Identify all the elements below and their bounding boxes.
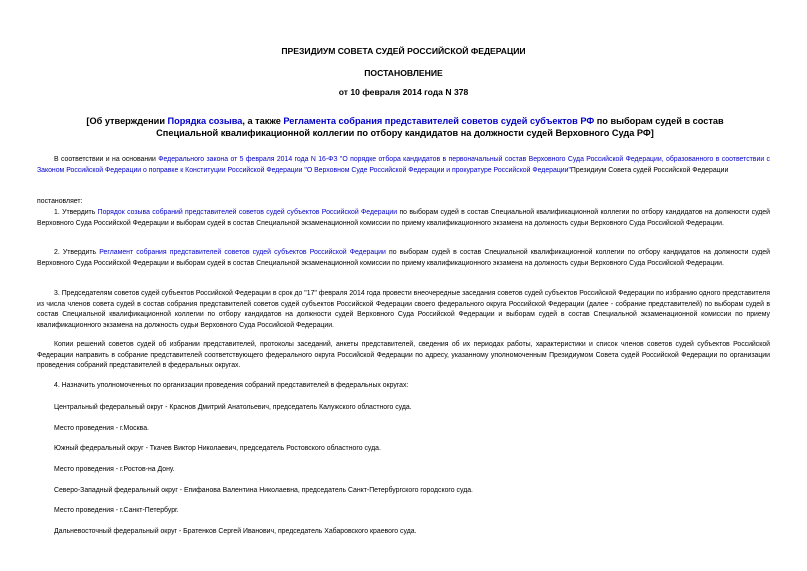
resolves-label: постановляет: — [37, 198, 83, 205]
document-title: [Об утверждении Порядка созыва, а также Регламента собрания представителей советов судей субъектов РФ по выборам судей в состав Специальной квалификационной коллегии по отбору кандидатов на должности судей Верховного Суда РФ] — [86, 116, 724, 138]
district-line: Южный федеральный округ - Ткачев Виктор Николаевич, председатель Ростовского областного суда. — [54, 445, 381, 452]
item-1: 1. Утвердить Порядок созыва собраний представителей советов судей субъектов Российской Федерации по выборам судей в состав Специальной квалификационной коллегии по отбору кандидатов на должности судей Верховного Суда Российской Федерации и выборам судей в состав Специальной экзаменационной комиссии по приему квалификационного экзамена на должность судьи Верховного Суда Российской Федерации. — [37, 209, 770, 227]
document-date: от 10 февраля 2014 года N 378 — [338, 87, 469, 97]
district-line: Место проведения - г.Москва. — [54, 425, 149, 432]
item-2: 2. Утвердить Регламент собрания представителей советов судей субъектов Российской Федерации по выборам судей в состав Специальной квалификационной коллегии по отбору кандидатов на должности судей Верховного Суда Российской Федерации и выборам судей в состав Специальной экзаменационной комиссии по приему квалификационного экзамена на должность судьи Верховного Суда Российской Федерации. — [37, 249, 770, 267]
regulation-link[interactable]: Регламента собрания представителей советов судей субъектов РФ — [283, 116, 595, 126]
district-line: Место проведения - г.Ростов-на Дону. — [54, 466, 175, 473]
district-line: Центральный федеральный округ - Краснов Дмитрий Анатольевич, председатель Калужского областного суда. — [54, 404, 412, 411]
item-4: 4. Назначить уполномоченных по организации проведения собраний представителей в федеральных округах: — [54, 382, 409, 389]
document-type: ПОСТАНОВЛЕНИЕ — [364, 68, 443, 78]
convening-order-link[interactable]: Порядок созыва собраний представителей советов судей субъектов Российской Федерации — [97, 209, 398, 216]
district-line: Место проведения - г.Санкт-Петербург. — [54, 507, 179, 514]
district-line: Дальневосточный федеральный округ - Братенков Сергей Иванович, председатель Хабаровского краевого суда. — [54, 528, 417, 535]
federal-law-link[interactable]: Федерального закона от 5 февраля 2014 года N 16-ФЗ "О порядке отбора кандидатов в первоначальный состав Верховного Суда Российской Федерации, образованного в соответствии с Законом Российской Федерации о поправке к Конституции Российской Федерации "О Верховном Суде Российской Федерации и прокуратуре Российской Федерации" — [37, 156, 770, 174]
issuing-body: ПРЕЗИДИУМ СОВЕТА СУДЕЙ РОССИЙСКОЙ ФЕДЕРАЦИИ — [281, 46, 526, 56]
preamble — [37, 155, 770, 176]
order-link[interactable]: Порядка созыва — [167, 116, 243, 126]
item-3: 3. Председателям советов судей субъектов Российской Федерации в срок до "17" февраля 2014 года провести внеочередные заседания советов судей субъектов Российской Федерации по избранию одного представителя из числа членов совета судей в состав собрания представителей советов судей субъектов Российской Федерации своего федерального округа Российской Федерации (далее - собрание представителей) по выборам судей в состав Специальной квалификационной коллегии по отбору кандидатов на должности судей Верховного Суда Российской Федерации и выборам судей в состав Специальной экзаменационной комиссии по приему квалификационного экзамена на должность судьи Верховного Суда Российской Федерации. — [37, 290, 770, 329]
preamble-text: В соответствии и на основании Федерального закона от 5 февраля 2014 года N 16-ФЗ "О порядке отбора кандидатов в первоначальный состав Верховного Суда Российской Федерации, образованного в соответствии с Законом Российской Федерации о поправке к Конституции Российской Федерации "О Верховном Суде Российской Федерации и прокуратуре Российской Федерации"Президиум Совета судей Российской Федерации — [37, 156, 770, 174]
assembly-regulation-link[interactable]: Регламент собрания представителей советов судей субъектов Российской Федерации — [99, 249, 386, 256]
copies-paragraph: Копии решений советов судей об избрании представителей, протоколы заседаний, анкеты представителей, сведения об их периодах работы, характеристики и список членов советов судей субъектов Российской Федерации направить в собрание представителей соответствующего федерального округа Российской Федерации по адресу, указанному уполномоченным Президиумом Совета судей Российской Федерации по организации проведения собраний представителей в федеральных округах. — [37, 341, 770, 370]
district-line: Северо-Западный федеральный округ - Епифанова Валентина Николаевна, председатель Санкт-Петербургского городского суда. — [54, 487, 473, 494]
